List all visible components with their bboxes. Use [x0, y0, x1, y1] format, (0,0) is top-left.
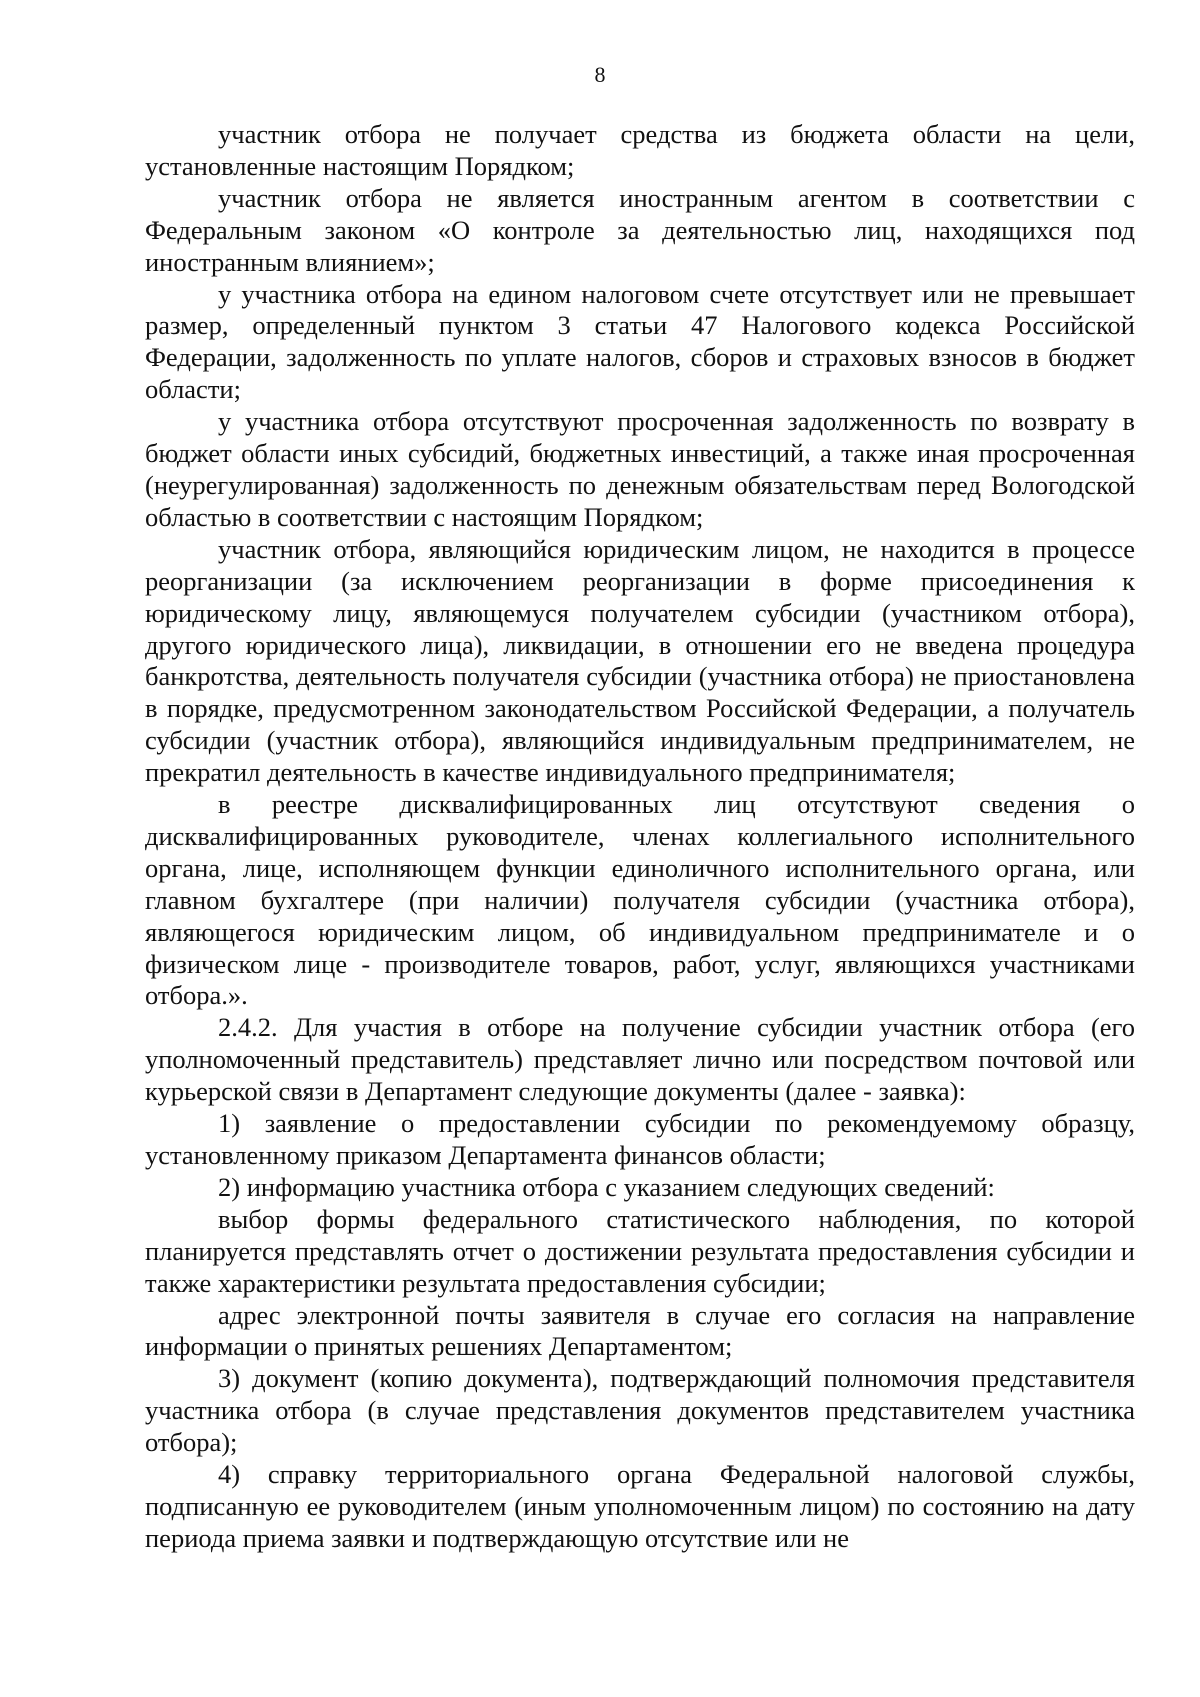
paragraph-item-4: 4) справку территориального органа Федеральной налоговой службы, подписанную ее руководителем (иным уполномоченным лицом) по состоянию на дату периода приема заявки и подтверждающую отсутствие или не [145, 1459, 1135, 1553]
paragraph-section-2-4-2: 2.4.2. Для участия в отборе на получение субсидии участник отбора (его уполномоченный представитель) представляет лично или посредством почтовой или курьерской связи в Департамент следующие документы (далее - заявка): [145, 1012, 1135, 1107]
page-number: 8 [594, 62, 606, 87]
paragraph-overdue-debt: у участника отбора отсутствуют просроченная задолженность по возврату в бюджет области иных субсидий, бюджетных инвестиций, а также иная просроченная (неурегулированная) задолженность по денежным обязательствам перед Вологодской областью в соответствии с настоящим Порядком; [145, 406, 1135, 532]
paragraph-item-2: 2) информацию участника отбора с указанием следующих сведений: [218, 1171, 995, 1202]
paragraph-item-1: 1) заявление о предоставлении субсидии по рекомендуемому образцу, установленному приказом Департамента финансов области; [145, 1108, 1135, 1170]
paragraph-disqualified-registry: в реестре дисквалифицированных лиц отсутствуют сведения о дисквалифицированных руководителе, членах коллегиального исполнительного органа, лице, исполняющем функции единоличного исполнительного органа, или главном бухгалтере (при наличии) получателя субсидии (участника отбора), являющегося юридическим лицом, об индивидуальном предпринимателе и о физическом лице - производителе товаров, работ, услуг, являющихся участниками отбора.». [145, 789, 1135, 1011]
paragraph-email-address: адрес электронной почты заявителя в случае его согласия на направление информации о принятых решениях Департаментом; [145, 1299, 1135, 1362]
paragraph-reorganization: участник отбора, являющийся юридическим лицом, не находится в процессе реорганизации (за исключением реорганизации в форме присоединения к юридическому лицу, являющемуся получателем субсидии (участником отбора), другого юридического лица), ликвидации, в отношении его не введена процедура банкротства, деятельность получателя субсидии (участника отбора) не приостановлена в порядке, предусмотренном законодательством Российской Федерации, а получатель субсидии (участник отбора), являющийся индивидуальным предпринимателем, не прекратил деятельность в качестве индивидуального предпринимателя; [145, 533, 1135, 788]
paragraph-not-foreign-agent: участник отбора не является иностранным агентом в соответствии с Федеральным законом «О контроле за деятельностью лиц, находящихся под иностранным влиянием»; [145, 182, 1135, 277]
paragraph-no-budget-funds: участник отбора не получает средства из бюджета области на цели, установленные настоящим Порядком; [145, 119, 1135, 181]
document-body [145, 119, 1135, 1555]
paragraph-statistical-form: выбор формы федерального статистического наблюдения, по которой планируется представлять отчет о достижении результата предоставления субсидии и также характеристики результата предоставления субсидии; [145, 1203, 1135, 1298]
paragraph-tax-debt: у участника отбора на едином налоговом счете отсутствует или не превышает размер, определенный пунктом 3 статьи 47 Налогового кодекса Российской Федерации, задолженность по уплате налогов, сборов и страховых взносов в бюджет области; [145, 278, 1135, 405]
paragraph-item-3: 3) документ (копию документа), подтверждающий полномочия представителя участника отбора (в случае представления документов представителем участника отбора); [145, 1363, 1135, 1458]
